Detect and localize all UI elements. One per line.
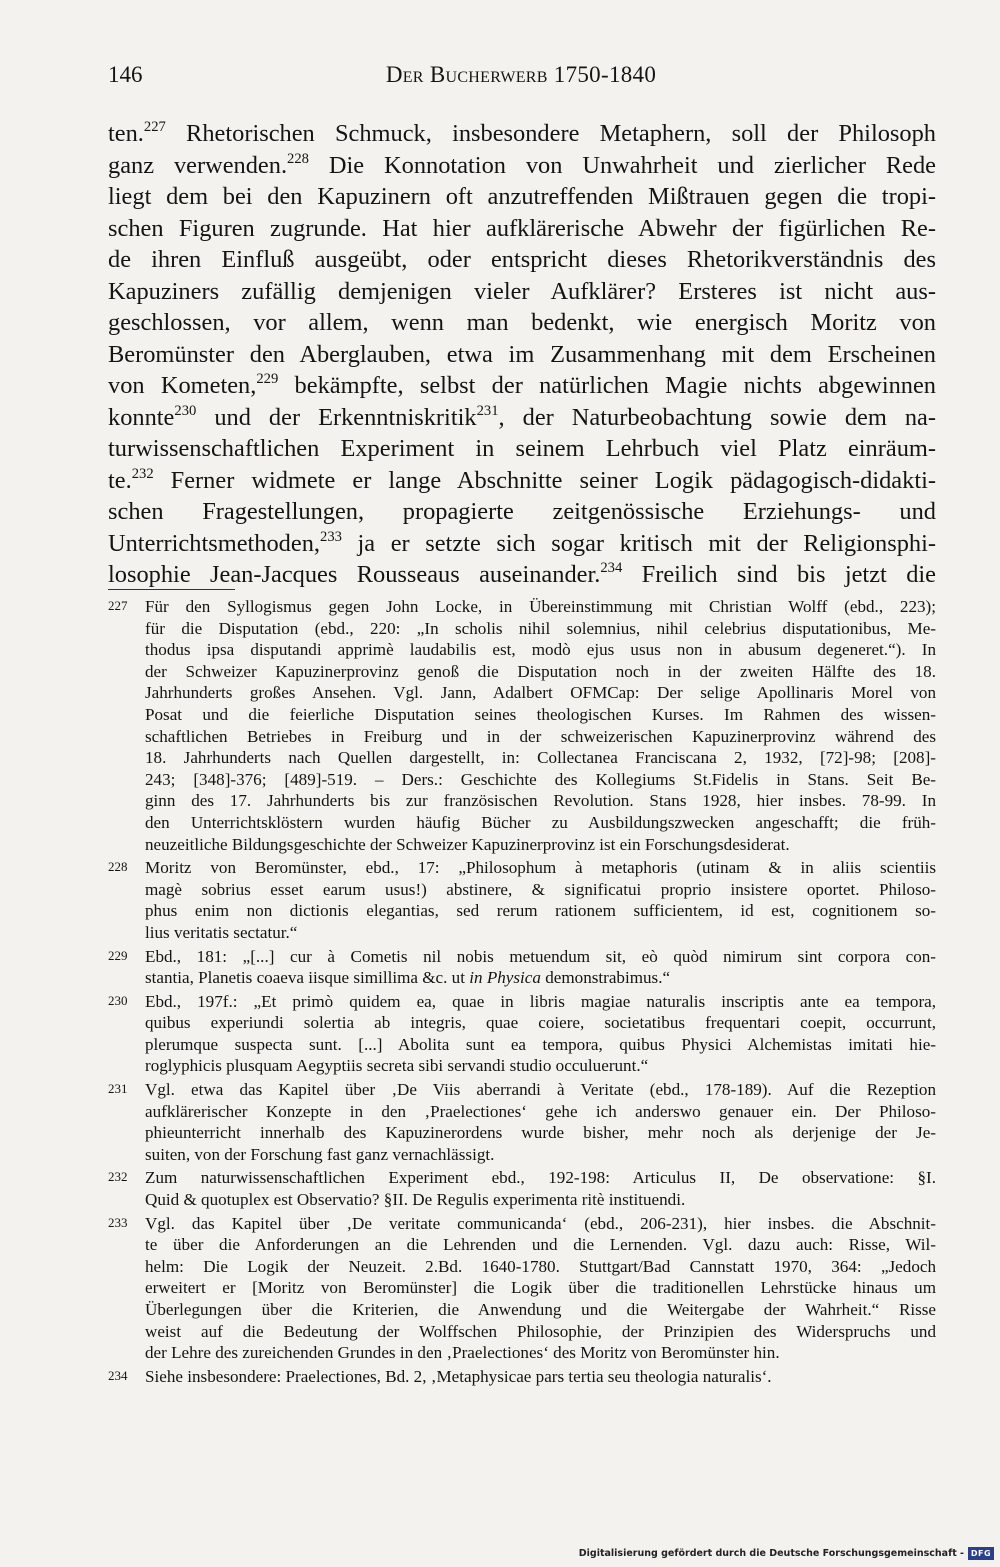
text-run: , der Naturbeobachtung sowie dem na- bbox=[498, 403, 936, 431]
text-run: quibus experiundi solertia ab integris, quae coiere, societatibus frequentari coepit, occurrunt, bbox=[145, 1013, 936, 1033]
text-run: Vgl. etwa das Kapitel über ‚De Viis aberrandi à Veritate (ebd., 178-189). Auf die Rezeption bbox=[145, 1080, 936, 1100]
text-run: Siehe insbesondere: Praelectiones, Bd. 2, ‚Metaphysicae pars tertia seu theologia naturalis‘. bbox=[145, 1366, 772, 1386]
footnote-line bbox=[145, 596, 936, 618]
footnote-marker: 229 bbox=[256, 370, 279, 387]
footnote-line bbox=[145, 1167, 936, 1189]
footnote-line bbox=[145, 1342, 936, 1364]
text-run: Quid & quotuplex est Observatio? §II. De Regulis experimenta ritè instituendi. bbox=[145, 1190, 686, 1210]
text-run: Zum naturwissenschaftlichen Experiment ebd., 192-198: Articulus II, De observatione: §I. bbox=[145, 1168, 936, 1188]
footnote-number: 234 bbox=[108, 1367, 128, 1383]
footnote-line bbox=[145, 857, 936, 879]
footnote-line bbox=[145, 834, 936, 856]
text-line bbox=[108, 150, 936, 182]
text-run: Ebd., 197f.: „Et primò quidem ea, quae in libris magiae naturalis inscriptis ante ea tempora, bbox=[145, 991, 936, 1011]
footnote-line bbox=[145, 1234, 936, 1256]
footnote-line bbox=[145, 1213, 936, 1235]
footnote-line bbox=[145, 1299, 936, 1321]
text-run: den Unterrichtsklöstern wurden häufig Bücher zu Ausbildungszwecken angeschafft; die früh- bbox=[145, 812, 936, 832]
footnote-line bbox=[145, 1055, 936, 1077]
footnote-line bbox=[145, 618, 936, 640]
text-run: ginn des 17. Jahrhunderts bis zur französischen Revolution. Stans 1928, hier insbes. 78-99. In bbox=[145, 791, 936, 811]
text-run: de ihren Einfluß ausgeübt, oder entspricht dieses Rhetorikverständnis des bbox=[108, 246, 936, 273]
footnote-line bbox=[145, 1144, 936, 1166]
text-line bbox=[108, 465, 936, 497]
text-run: weist auf die Bedeutung der Wolffschen Philosophie, der Prinzipien des Widerspruchs und bbox=[145, 1321, 936, 1341]
footnote-marker: 233 bbox=[320, 528, 342, 545]
footnote-line bbox=[145, 790, 936, 812]
footnote-232 bbox=[108, 1167, 936, 1210]
footnote-line bbox=[145, 769, 936, 791]
footnote-line bbox=[145, 1189, 936, 1211]
footnotes bbox=[108, 596, 936, 1389]
text-run: suiten, von der Forschung fast ganz vernachlässigt. bbox=[145, 1144, 495, 1164]
text-run: 243; [348]-376; [489]-519. – Ders.: Geschichte des Kollegiums St.Fidelis in Stans. Seit Be- bbox=[145, 769, 936, 789]
footnote-line bbox=[145, 704, 936, 726]
text-run: helm: Die Logik der Neuzeit. 2.Bd. 1640-1780. Stuttgart/Bad Cannstatt 1970, 364: „Jedoch bbox=[145, 1256, 936, 1276]
footnote-line bbox=[145, 661, 936, 683]
footnote-marker: 231 bbox=[476, 402, 499, 419]
text-run: Unterrichtsmethoden, bbox=[108, 529, 321, 557]
footnote-marker: 230 bbox=[174, 402, 197, 419]
footnote-230 bbox=[108, 991, 936, 1077]
text-run: erweitert er [Moritz von Beromünster] die Logik über die traditionellen Lehrstücke hinaus um bbox=[145, 1278, 936, 1298]
text-run: lius veritatis sectatur.“ bbox=[145, 922, 298, 942]
text-run: Jahrhunderts großes Ansehen. Vgl. Jann, Adalbert OFMCap: Der selige Apollinaris Morel von bbox=[145, 683, 936, 703]
italic-text: in Physica bbox=[469, 968, 541, 988]
page-number: 146 bbox=[108, 62, 143, 87]
text-run: stantia, Planetis coaeva iisque simillima &c. ut bbox=[145, 968, 470, 988]
text-run: te über die Anforderungen an die Lehrenden und die Lernenden. Vgl. dazu auch: Risse, Wil- bbox=[145, 1235, 936, 1255]
text-run: phieunterricht innerhalb des Kapuzinerordens wurde bisher, mehr noch als derjenige der Je- bbox=[145, 1123, 936, 1143]
text-run: und der Erkenntniskritik bbox=[196, 403, 477, 431]
footnote-number: 228 bbox=[108, 859, 128, 875]
text-run: ten. bbox=[108, 120, 144, 147]
footnote-line bbox=[145, 682, 936, 704]
text-line bbox=[108, 402, 936, 434]
text-run: der Lehre des zureichenden Grundes in den ‚Praelectiones‘ des Moritz von Beromünster hin. bbox=[145, 1343, 780, 1363]
text-run: Freilich sind bis jetzt die bbox=[622, 561, 936, 588]
footnote-number: 230 bbox=[108, 992, 128, 1008]
footnote-line bbox=[145, 922, 936, 944]
text-line bbox=[108, 307, 936, 339]
digitization-text: Digitalisierung gefördert durch die Deutsche Forschungsgemeinschaft - bbox=[578, 1547, 964, 1559]
main-text bbox=[108, 118, 936, 591]
text-run: geschlossen, vor allem, wenn man bedenkt, wie energisch Moritz von bbox=[108, 309, 936, 336]
footnote-marker: 234 bbox=[600, 559, 623, 576]
text-run: ja er setzte sich sogar kritisch mit der Religionsphi- bbox=[341, 529, 936, 557]
text-run: liegt dem bei den Kapuzinern oft anzutreffenden Mißtrauen gegen die tropi- bbox=[108, 183, 936, 210]
text-run: aufklärerischer Konzepte in den ‚Praelectiones‘ gehe ich anderswo genauer ein. Der Philoso- bbox=[145, 1101, 936, 1121]
text-run: ganz verwenden. bbox=[108, 151, 288, 179]
text-run: schen Figuren zugrunde. Hat hier aufklärerische Abwehr der figürlichen Re- bbox=[108, 214, 936, 242]
digitization-notice bbox=[579, 1545, 994, 1561]
text-run: der Schweizer Kapuzinerprovinz genoß die Disputation noch in der zweiten Hälfte des 18. bbox=[145, 661, 936, 681]
footnote-marker: 232 bbox=[131, 465, 154, 482]
text-run: thodus ipsa disputandi apprimè laudabilis est, modò ejus usus non in abusum degeneret.“). In bbox=[145, 640, 936, 660]
footnote-separator bbox=[108, 589, 235, 590]
footnote-233 bbox=[108, 1213, 936, 1364]
text-run: losophie Jean-Jacques Rousseaus auseinander. bbox=[108, 561, 601, 588]
text-run: 18. Jahrhunderts nach Quellen dargestellt, in: Collectanea Franciscana 2, 1932, [72]-98; [208]- bbox=[145, 748, 936, 768]
text-run: Moritz von Beromünster, ebd., 17: „Philosophum à metaphoris (utinam & in aliis scientiis bbox=[145, 858, 936, 878]
footnote-line bbox=[145, 726, 936, 748]
footnote-line bbox=[145, 1079, 936, 1101]
text-line bbox=[108, 496, 936, 528]
text-line bbox=[108, 559, 936, 591]
text-run: schen Fragestellungen, propagierte zeitgenössische Erziehungs- und bbox=[108, 498, 936, 525]
text-run: Ebd., 181: „[...] cur à Cometis nil nobis metuendum sit, eò quòd nimirum sint corpora con- bbox=[145, 946, 936, 966]
text-line bbox=[108, 528, 936, 560]
text-line bbox=[108, 244, 936, 276]
text-line bbox=[108, 339, 936, 371]
text-run: te. bbox=[108, 466, 132, 494]
text-line bbox=[108, 213, 936, 245]
dfg-logo-icon: DFG bbox=[968, 1547, 994, 1560]
text-line bbox=[108, 370, 936, 402]
text-run: Die Konnotation von Unwahrheit und zierlicher Rede bbox=[308, 151, 936, 179]
text-run: magè sobrius esset earum usus!) abstinere, & significatui proprio insistere oportet. Philoso- bbox=[145, 879, 936, 899]
footnote-234 bbox=[108, 1366, 936, 1388]
footnote-231 bbox=[108, 1079, 936, 1165]
footnote-line bbox=[145, 1012, 936, 1034]
running-title: Der Bucherwerb 1750-1840 bbox=[385, 62, 657, 87]
text-run: roglyphicis plusquam Aegyptiis secreta sibi servandi studio occuluerunt.“ bbox=[145, 1056, 649, 1076]
text-run: Ferner widmete er lange Abschnitte seiner Logik pädagogisch-didakti- bbox=[153, 466, 936, 494]
text-run: konnte bbox=[108, 403, 175, 431]
text-run: schaftlichen Betriebes in Freiburg und in der schweizerischen Kapuzinerprovinz während des bbox=[145, 726, 936, 746]
footnote-228 bbox=[108, 857, 936, 943]
footnote-number: 231 bbox=[108, 1081, 128, 1097]
text-run: plerumque suspecta sunt. [...] Abolita sunt ea tempora, quibus Physici Alchemistas imitati hie- bbox=[145, 1034, 936, 1054]
footnote-227 bbox=[108, 596, 936, 855]
text-line bbox=[108, 118, 936, 150]
footnote-number: 233 bbox=[108, 1214, 128, 1230]
text-run: Für den Syllogismus gegen John Locke, in Übereinstimmung mit Christian Wolff (ebd., 223); bbox=[145, 597, 936, 616]
footnote-number: 229 bbox=[108, 947, 128, 963]
text-run: bekämpfte, selbst der natürlichen Magie nichts abgewinnen bbox=[278, 372, 937, 399]
text-line bbox=[108, 181, 936, 213]
text-run: turwissenschaftlichen Experiment in seinem Lehrbuch viel Platz einräum- bbox=[108, 435, 936, 462]
text-run: Rhetorischen Schmuck, insbesondere Metaphern, soll der Philosoph bbox=[165, 120, 936, 147]
text-run: phus enim non dictionis elegantias, sed rerum rationem sufficientem, id est, cognitionem so- bbox=[145, 901, 936, 921]
footnote-line bbox=[145, 1366, 936, 1388]
text-run: demonstrabimus.“ bbox=[540, 968, 671, 988]
footnote-229 bbox=[108, 946, 936, 989]
footnote-number: 227 bbox=[108, 598, 128, 613]
text-run: Beromünster den Aberglauben, etwa im Zusammenhang mit dem Erscheinen bbox=[108, 340, 936, 368]
footnote-number: 232 bbox=[108, 1169, 128, 1185]
footnote-line bbox=[145, 1256, 936, 1278]
footnote-line bbox=[145, 639, 936, 661]
page-header bbox=[108, 62, 934, 96]
text-run: Vgl. das Kapitel über ‚De veritate communicanda‘ (ebd., 206-231), hier insbes. die Abschnit- bbox=[145, 1213, 936, 1233]
footnote-marker: 227 bbox=[143, 118, 166, 135]
footnote-line bbox=[145, 812, 936, 834]
text-run: von Kometen, bbox=[108, 372, 257, 399]
footnote-line bbox=[145, 991, 936, 1013]
footnote-line bbox=[145, 967, 936, 989]
text-run: Überlegungen über die Kriterien, die Anwendung und die Weitergabe der Wahrheit.“ Risse bbox=[145, 1300, 936, 1319]
text-line bbox=[108, 276, 936, 308]
footnote-line bbox=[145, 1321, 936, 1343]
footnote-line bbox=[145, 1122, 936, 1144]
footnote-line bbox=[145, 1277, 936, 1299]
text-line bbox=[108, 433, 936, 465]
footnote-line bbox=[145, 747, 936, 769]
text-run: Kapuziners zufällig demjenigen vieler Aufklärer? Ersteres ist nicht aus- bbox=[108, 277, 936, 305]
footnote-line bbox=[145, 1034, 936, 1056]
text-run: für die Disputation (ebd., 220: „In scholis nihil solemnius, nihil celebrius disputationibus, Me- bbox=[145, 618, 936, 638]
text-run: Posat und die feierliche Disputation seines theologischen Kurses. Im Rahmen des wissen- bbox=[145, 704, 936, 724]
text-run: neuzeitliche Bildungsgeschichte der Schweizer Kapuzinerprovinz ist ein Forschungsdesiderat. bbox=[145, 834, 790, 854]
footnote-line bbox=[145, 879, 936, 901]
footnote-line bbox=[145, 1101, 936, 1123]
footnote-line bbox=[145, 900, 936, 922]
footnote-line bbox=[145, 946, 936, 968]
footnote-marker: 228 bbox=[287, 150, 309, 167]
